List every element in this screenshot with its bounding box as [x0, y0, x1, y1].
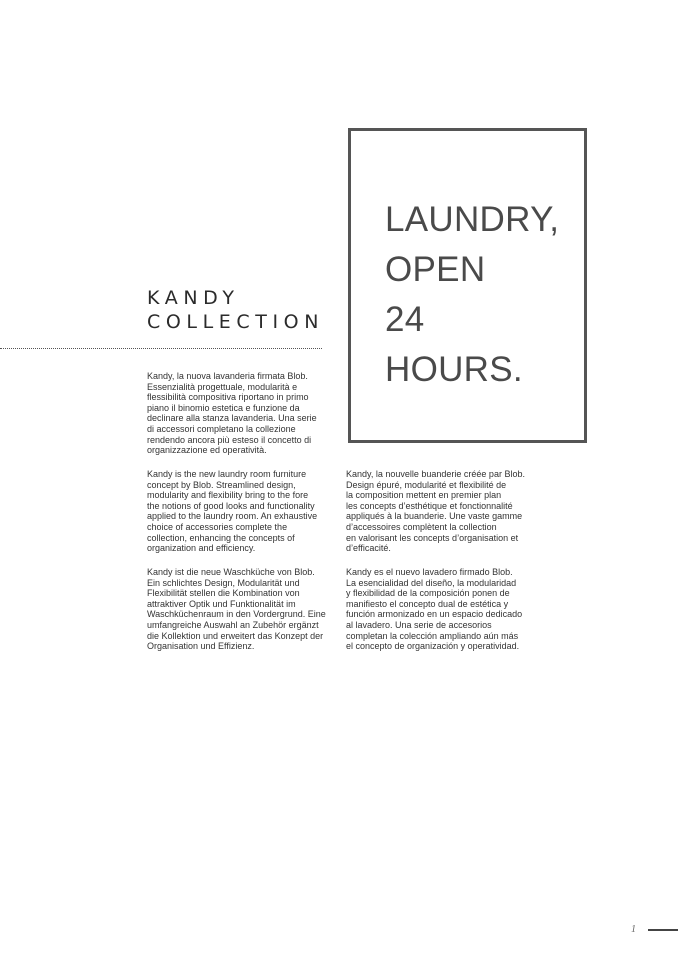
headline-line: OPEN [385, 250, 486, 289]
text-line: concept by Blob. Streamlined design, [147, 479, 296, 490]
text-line: Waschküchenraum in den Vordergrund. Eine [147, 609, 326, 620]
text-line: Kandy, la nouvelle buanderie créée par Blob. [346, 469, 525, 479]
headline-line: LAUNDRY, [385, 200, 560, 239]
text-line: the notions of good looks and functionality [147, 500, 315, 511]
headline-frame [348, 128, 587, 443]
text-line: piano il binomio estetica e funzione da [147, 402, 300, 413]
headline-line: 24 [385, 300, 425, 339]
text-line: La esencialidad del diseño, la modularidad [346, 577, 517, 588]
text-line: Kandy es el nuevo lavadero firmado Blob. [346, 567, 513, 577]
text-line: di accessori completano la collezione [147, 423, 296, 434]
text-line: organization and efficiency. [147, 543, 256, 554]
paragraph-italian [147, 371, 317, 456]
paragraph-spanish [346, 567, 522, 652]
text-line: d’efficacité. [346, 543, 391, 554]
text-line: Ein schlichtes Design, Modularität und [147, 577, 300, 588]
text-line: collection, enhancing the concepts of [147, 532, 295, 543]
collection-title-line-1: KANDY [147, 287, 240, 309]
text-line: flessibilità compositiva riportano in primo [147, 392, 309, 403]
text-line: Kandy, la nuova lavanderia firmata Blob. [147, 371, 308, 381]
text-line: y flexibilidad de la composición ponen de [346, 588, 510, 599]
text-line: attraktiver Optik und Funktionalität im [147, 598, 296, 609]
collection-title-line-2: COLLECTION [147, 311, 325, 333]
text-line: Flexibilität stellen die Kombination von [147, 588, 300, 599]
paragraph-german [147, 567, 326, 652]
text-line: modularity and flexibility bring to the fore [147, 490, 309, 501]
text-line: función armonizado en un espacio dedicado [346, 609, 523, 620]
text-line: Kandy ist die neue Waschküche von Blob. [147, 567, 315, 577]
text-line: Kandy is the new laundry room furniture [147, 469, 307, 479]
text-line: umfangreiche Auswahl an Zubehör ergänzt [147, 619, 319, 630]
text-line: d’accessoires complètent la collection [346, 521, 497, 532]
paragraph-french [346, 469, 525, 554]
text-line: appliqués à la buanderie. Une vaste gamme [346, 511, 523, 522]
text-line: Essenzialità progettuale, modularità e [147, 381, 298, 392]
text-line: el concepto de organización y operatividad. [346, 641, 520, 652]
page-number: 1 [631, 924, 636, 935]
text-line: completan la colección ampliando aún más [346, 630, 519, 641]
text-line: Design épuré, modularité et flexibilité de [346, 479, 507, 490]
text-line: organizzazione ed operatività. [147, 445, 267, 456]
headline [385, 195, 559, 395]
text-line: manifiesto el concepto dual de estética y [346, 598, 509, 609]
text-line: les concepts d’esthétique et fonctionnalité [346, 500, 513, 511]
text-line: rendendo ancora più esteso il concetto di [147, 434, 312, 445]
text-line: declinare alla stanza lavanderia. Una serie [147, 413, 317, 424]
text-line: choice of accessories complete the [147, 521, 288, 532]
text-line: la composition mettent en premier plan [346, 490, 502, 501]
text-line: en valorisant les concepts d’organisation et [346, 532, 519, 543]
dotted-divider [0, 348, 322, 349]
headline-line: HOURS. [385, 350, 523, 389]
text-line: Organisation und Effizienz. [147, 641, 255, 652]
text-line: al lavadero. Una serie de accesorios [346, 619, 492, 630]
text-line: die Kollektion und erweitert das Konzept der [147, 630, 324, 641]
text-line: applied to the laundry room. An exhaustive [147, 511, 318, 522]
page-number-rule [648, 929, 678, 931]
collection-title [147, 286, 324, 334]
paragraph-english [147, 469, 317, 554]
